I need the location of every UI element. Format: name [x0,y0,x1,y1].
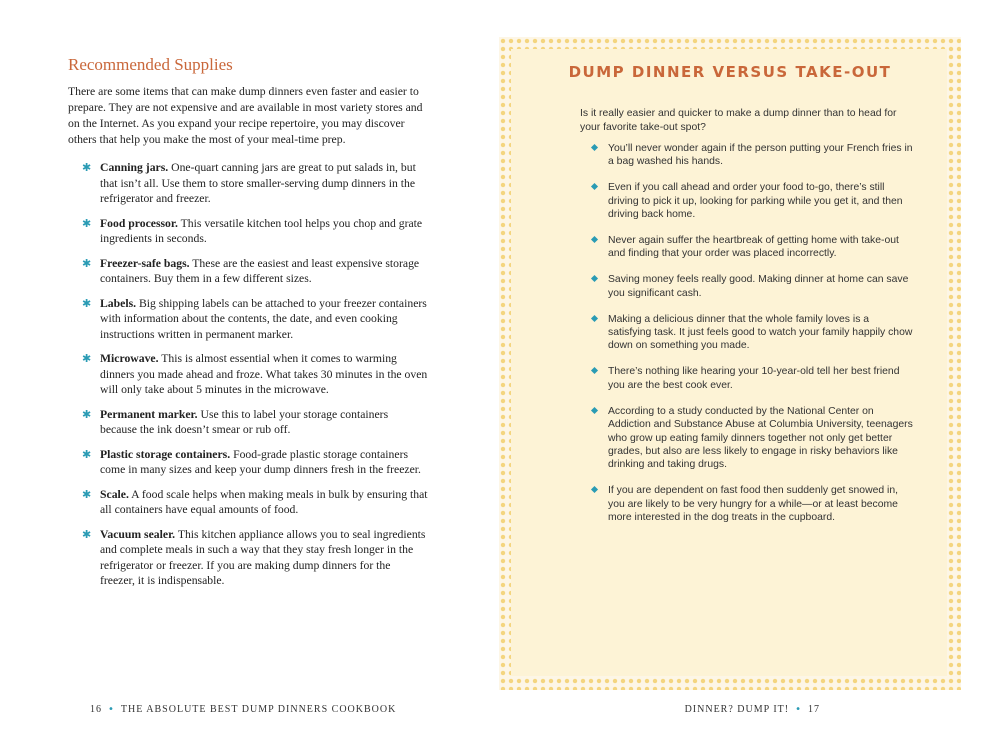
diamond-bullet-icon [591,315,598,322]
diamond-bullet-icon [591,236,598,243]
diamond-bullet-icon [591,183,598,190]
reason-item [591,234,913,261]
supply-description: Food-grade plastic storage containers come in many sizes and keep your dump dinners fresh in the freezer. [100,447,421,476]
sidebar-box [499,37,961,690]
supply-item [82,407,428,438]
asterisk-bullet-icon: ✱ [82,447,92,461]
diamond-bullet-icon [591,144,598,151]
supplies-list [68,160,428,589]
supply-term: Scale. [100,487,129,501]
supply-item [82,351,428,398]
left-page [68,55,428,598]
supply-item [82,527,428,589]
supply-item [82,296,428,343]
reasons-list [591,142,913,537]
reason-item [591,273,913,300]
supply-item [82,216,428,247]
page-number-left: 16 [90,704,102,715]
supply-term: Freezer-safe bags. [100,256,190,270]
supply-description: This kitchen appliance allows you to seal ingredients and complete meals in such a way that they stay fresh longer in the refrigerator or freezer. If you are making dump dinners for the freezer, it is indispensable. [100,527,426,587]
supply-item [82,447,428,478]
intro-paragraph: There are some items that can make dump dinners even faster and easier to prepare. They are not expensive and are available in most variety stores and on the Internet. As you expand your recipe repertoire, you may discover others that help you make the most of your meal-time prep. [68,85,423,146]
footer-left [90,704,396,715]
running-head-right: DINNER? DUMP IT! [684,704,790,715]
reason-item [591,181,913,221]
reason-text: Making a delicious dinner that the whole family loves is a satisfying task. It just feels good to watch your family happily chow down on something you made. [608,313,913,352]
supply-description: These are the easiest and least expensive storage containers. Buy them in a few different sizes. [100,256,420,285]
reason-text: Never again suffer the heartbreak of getting home with take-out and finding that your order was placed incorrectly. [608,235,899,260]
reason-text: There’s nothing like hearing your 10-year-old tell her best friend you are the best cook ever. [608,366,900,391]
supply-description: This versatile kitchen tool helps you chop and grate ingredients in seconds. [100,216,423,245]
reason-item [591,365,913,392]
supply-term: Plastic storage containers. [100,447,231,461]
asterisk-bullet-icon: ✱ [82,527,92,541]
asterisk-bullet-icon: ✱ [82,296,92,310]
supply-term: Vacuum sealer. [100,527,176,541]
footer-right [685,704,820,715]
reason-text: If you are dependent on fast food then suddenly get snowed in, you are likely to be very hungry for a while—or at least become more interested in the dog treats in the cupboard. [608,485,898,524]
supply-item [82,487,428,518]
supply-description: Big shipping labels can be attached to your freezer containers with information about the contents, the date, and even cooking instructions written in permanent marker. [100,296,427,341]
footer-separator-left: • [108,704,115,715]
running-head-left: THE ABSOLUTE BEST DUMP DINNERS COOKBOOK [120,704,397,715]
supply-description: One-quart canning jars are great to put salads in, but that isn’t all. Use them to store smaller-serving dump dinners in the refrigerator and freezer. [100,161,416,205]
reason-item [591,484,913,524]
supply-item [82,256,428,287]
page-number-right: 17 [808,704,820,715]
diamond-bullet-icon [591,275,598,282]
diamond-bullet-icon [591,367,598,374]
reason-text: According to a study conducted by the National Center on Addiction and Substance Abuse at Columbia University, teenagers who grow up eating family dinners together not only get better grades, but also are less likely to engage in risky behaviors like drinking and taking drugs. [608,405,913,471]
supply-term: Canning jars. [100,161,169,174]
diamond-bullet-icon [591,407,598,414]
asterisk-bullet-icon: ✱ [82,161,92,174]
supply-term: Labels. [100,296,137,310]
supply-description: A food scale helps when making meals in bulk by ensuring that all containers have equal amounts of food. [100,487,428,516]
supply-term: Permanent marker. [100,407,198,421]
asterisk-bullet-icon: ✱ [82,256,92,270]
supply-term: Food processor. [100,216,178,230]
footer-separator-right: • [795,704,802,715]
asterisk-bullet-icon: ✱ [82,352,92,365]
sidebar-title: DUMP DINNER VERSUS TAKE-OUT [568,63,892,81]
supply-term: Microwave. [100,352,159,365]
reason-item [591,313,913,353]
reason-text: Saving money feels really good. Making dinner at home can save you significant cash. [608,274,909,299]
reason-item [591,142,913,169]
reason-text: You’ll never wonder again if the person putting your French fries in a bag washed his hands. [608,143,913,168]
diamond-bullet-icon [591,486,598,493]
section-title: Recommended Supplies [68,55,233,74]
asterisk-bullet-icon: ✱ [82,216,92,230]
reason-text: Even if you call ahead and order your food to-go, there’s still driving to pick it up, looking for parking while you get it, and then driving back home. [608,182,903,221]
asterisk-bullet-icon: ✱ [82,407,92,421]
reason-item [591,405,913,472]
sidebar-intro: Is it really easier and quicker to make a dump dinner than to head for your favorite take-out spot? [580,108,897,133]
supply-item [82,160,428,207]
supply-description: This is almost essential when it comes to warming dinners you made ahead and froze. What takes 30 minutes in the oven will only take about 5 minutes in the microwave. [100,352,428,396]
supply-description: Use this to label your storage containers because the ink doesn’t smear or rub off. [100,407,389,436]
asterisk-bullet-icon: ✱ [82,487,92,501]
